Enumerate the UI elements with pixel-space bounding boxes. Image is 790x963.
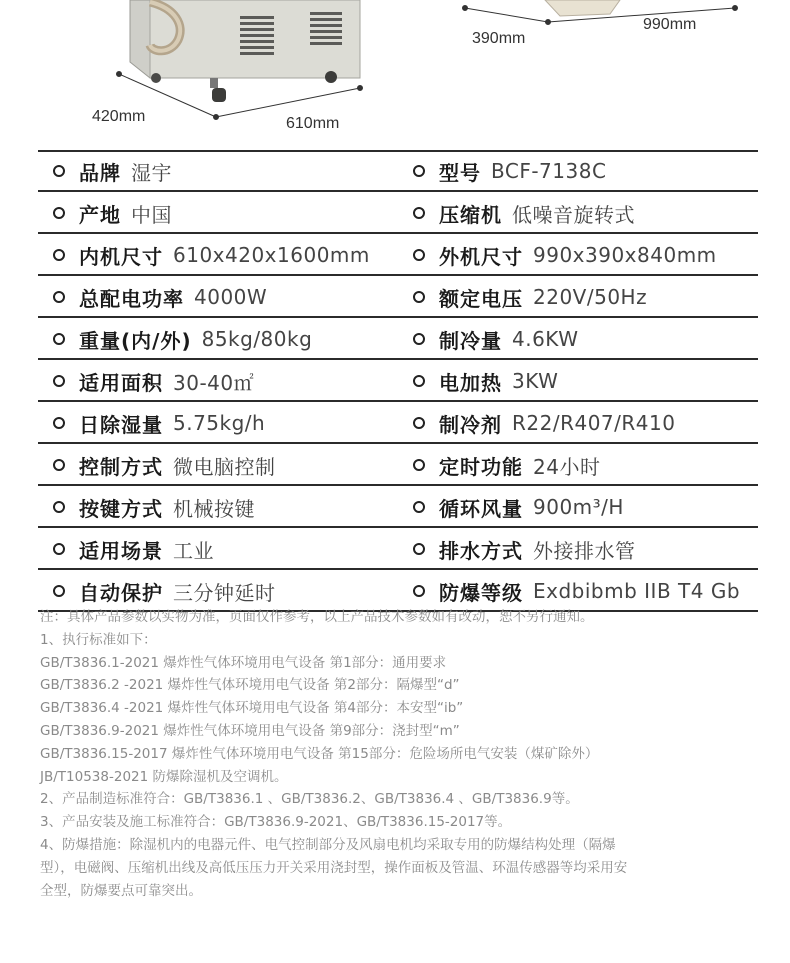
spec-label: 型号 [439,160,481,185]
standard-item: GB/T3836.1-2021 爆炸性气体环境用电气设备 第1部分：通用要求 [40,654,447,671]
outdoor-width-label: 990mm [643,16,697,33]
spec-item-voltage [413,278,647,316]
spec-label: 压缩机 [439,202,502,227]
spec-label: 外机尺寸 [439,244,523,269]
spec-label: 产地 [79,202,121,227]
manufacturing-standard-note: 2、产品制造标准符合：GB/T3836.1 、GB/T3836.2、GB/T3836.4 、GB/T3836.9等。 [40,791,579,808]
outdoor-unit-image [545,0,620,16]
circle-bullet-icon [53,165,65,177]
spec-label: 内机尺寸 [79,244,163,269]
spec-row [38,278,758,318]
spec-item-brand [53,152,172,190]
spec-value: 微电脑控制 [173,454,276,479]
spec-item-model [413,152,606,190]
disclaimer-note: 注：具体产品参数以实物为准，页面仅作参考，以上产品技术参数如有改动，恕不另行通知。 [40,609,594,625]
standard-item: GB/T3836.9-2021 爆炸性气体环境用电气设备 第9部分：浇封型“m” [40,722,460,739]
spec-row [38,150,758,192]
spec-value: 机械按键 [173,496,255,521]
spec-item-weight [53,320,312,358]
spec-row [38,530,758,570]
spec-value: 30-40㎡ [173,370,255,395]
circle-bullet-icon [413,333,425,345]
circle-bullet-icon [53,543,65,555]
circle-bullet-icon [413,501,425,513]
spec-item-drainage [413,530,636,568]
spec-label: 防爆等级 [439,580,523,605]
spec-row [38,446,758,486]
spec-row [38,362,758,402]
outdoor-depth-label: 390mm [472,30,526,47]
circle-bullet-icon [53,459,65,471]
spec-label: 控制方式 [79,454,163,479]
notes-section [40,606,760,902]
standard-item: GB/T3836.15-2017 爆炸性气体环境用电气设备 第15部分：危险场所电气安装（煤矿除外） [40,745,599,762]
circle-bullet-icon [53,375,65,387]
spec-label: 排水方式 [439,538,523,563]
spec-row [38,194,758,234]
spec-value: 24小时 [533,454,601,479]
spec-label: 制冷剂 [439,412,502,437]
spec-value: 湿宇 [131,160,172,185]
spec-label: 循环风量 [439,496,523,521]
spec-item-indoor-size [53,236,370,274]
spec-label: 适用面积 [79,370,163,395]
spec-row [38,404,758,444]
spec-item-control [53,446,276,484]
spec-label: 按键方式 [79,496,163,521]
spec-label: 重量(内/外) [79,328,192,353]
spec-label: 适用场景 [79,538,163,563]
circle-bullet-icon [53,333,65,345]
circle-bullet-icon [413,585,425,597]
spec-item-explosion-grade [413,572,740,610]
spec-value: 5.75kg/h [173,411,266,435]
circle-bullet-icon [53,291,65,303]
standard-item: GB/T3836.2 -2021 爆炸性气体环境用电气设备 第2部分：隔爆型“d” [40,677,460,694]
spec-item-timer [413,446,600,484]
spec-value: 三分钟延时 [173,580,276,605]
spec-row [38,236,758,276]
spec-value: 低噪音旋转式 [512,202,635,227]
spec-value: 中国 [131,202,172,227]
spec-value: Exdbibmb IIB T4 Gb [533,579,741,603]
standard-item: JB/T10538-2021 防爆除湿机及空调机。 [40,768,288,785]
spec-value: 220V/50Hz [533,285,648,309]
spec-value: 610x420x1600mm [173,243,370,267]
spec-value: 85kg/80kg [201,327,313,351]
spec-row [38,488,758,528]
circle-bullet-icon [53,585,65,597]
spec-value: 4000W [194,285,268,309]
explosion-measures-note: 型），电磁阀、压缩机出线及高低压压力开关采用浇封型，操作面板及管温、环温传感器等均采用安 [40,859,628,876]
installation-standard-note: 3、产品安装及施工标准符合：GB/T3836.9-2021、GB/T3836.15-2017等。 [40,814,512,831]
spec-value: 外接排水管 [533,538,636,563]
spec-item-area [53,362,254,400]
spec-label: 品牌 [79,160,121,185]
spec-item-heating [413,362,558,400]
circle-bullet-icon [413,543,425,555]
product-illustration [0,0,790,145]
spec-label: 日除湿量 [79,412,163,437]
spec-value: 900m³/H [533,495,624,519]
spec-table [38,150,758,614]
circle-bullet-icon [53,249,65,261]
indoor-depth-label: 610mm [286,115,340,132]
spec-value: R22/R407/R410 [512,411,676,435]
spec-item-keys [53,488,255,526]
indoor-width-label: 420mm [92,108,146,125]
spec-label: 定时功能 [439,454,523,479]
explosion-measures-note: 全型，防爆要点可靠突出。 [40,882,202,899]
spec-item-compressor [413,194,635,232]
spec-item-cooling [413,320,578,358]
standards-title: 1、执行标准如下： [40,631,157,648]
spec-value: 4.6KW [512,327,579,351]
indoor-unit-image [130,0,360,102]
spec-label: 自动保护 [79,580,163,605]
circle-bullet-icon [413,165,425,177]
spec-value: BCF-7138C [491,159,607,183]
spec-item-power [53,278,267,316]
spec-value: 工业 [173,538,214,563]
circle-bullet-icon [413,249,425,261]
spec-label: 额定电压 [439,286,523,311]
spec-value: 990x390x840mm [533,243,717,267]
spec-label: 制冷量 [439,328,502,353]
explosion-measures-note: 4、防爆措施：除湿机内的电器元件、电气控制部分及风扇电机均采取专用的防爆结构处理（隔爆 [40,836,616,853]
spec-item-origin [53,194,172,232]
spec-row [38,320,758,360]
spec-value: 3KW [512,369,559,393]
spec-item-protection [53,572,276,610]
spec-item-dehumidify [53,404,265,442]
circle-bullet-icon [53,501,65,513]
spec-label: 总配电功率 [79,286,184,311]
circle-bullet-icon [413,207,425,219]
spec-label: 电加热 [439,370,502,395]
standard-item: GB/T3836.4 -2021 爆炸性气体环境用电气设备 第4部分：本安型“ib” [40,700,464,717]
circle-bullet-icon [53,207,65,219]
circle-bullet-icon [413,459,425,471]
spec-item-outdoor-size [413,236,717,274]
spec-item-scene [53,530,214,568]
circle-bullet-icon [53,417,65,429]
circle-bullet-icon [413,291,425,303]
circle-bullet-icon [413,417,425,429]
spec-item-refrigerant [413,404,675,442]
spec-item-airflow [413,488,624,526]
circle-bullet-icon [413,375,425,387]
